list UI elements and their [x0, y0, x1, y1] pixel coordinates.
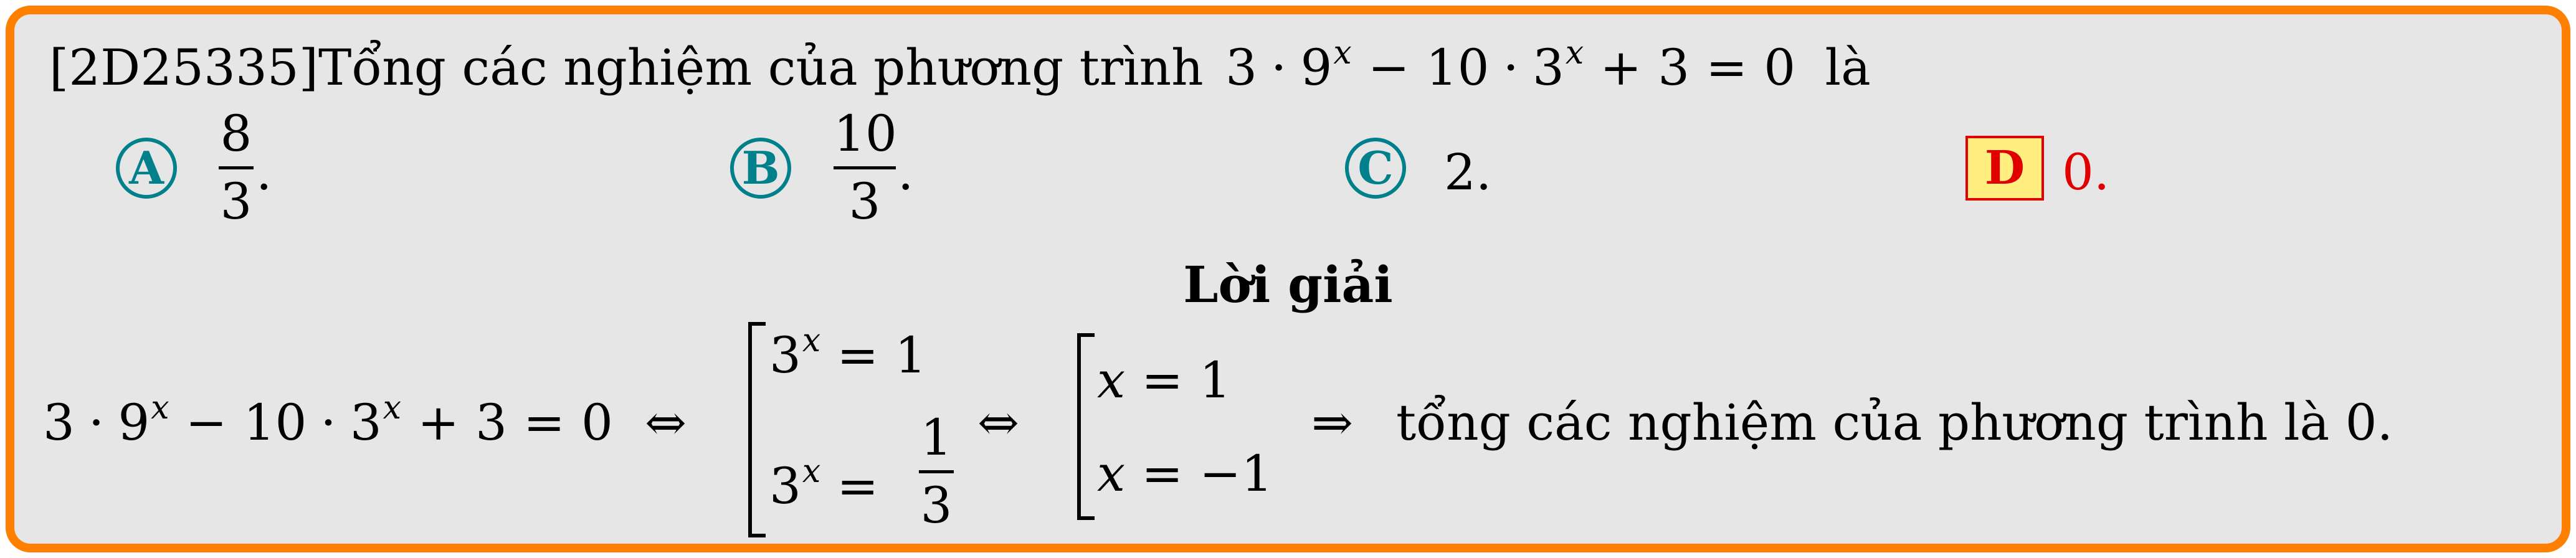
- system-2-bracket: [1077, 333, 1095, 520]
- option-b-suffix: .: [898, 143, 914, 201]
- option-b-fraction: 10 3: [834, 105, 897, 230]
- option-a-badge[interactable]: A: [116, 138, 177, 199]
- solution-conclusion: tổng các nghiệm của phương trình là 0.: [1396, 394, 2393, 452]
- question-line: [49, 34, 1871, 97]
- implies-symbol: ⇒: [1311, 394, 1354, 452]
- option-c-value: 2.: [1444, 143, 1492, 201]
- system-1-row-1: $3^x = 1$: [769, 322, 927, 384]
- system-1-row-2-fraction: 1 3: [919, 413, 954, 531]
- option-d-value: 0.: [2062, 143, 2110, 201]
- option-a-fraction: 8 3: [219, 109, 254, 227]
- system-2-row-1: x = 1: [1097, 351, 1232, 409]
- option-b-badge[interactable]: B: [730, 138, 791, 199]
- system-1-row-2-lhs: $3^x$ =: [769, 453, 879, 515]
- solution-equation: $3 \cdot 9^x - 10 \cdot 3^x + 3 = 0$: [43, 389, 613, 452]
- option-c-badge[interactable]: C: [1345, 138, 1406, 199]
- option-d-badge[interactable]: D: [1965, 136, 2044, 201]
- question-equation: $3 \cdot 9^x - 10 \cdot 3^x + 3 = 0$: [1225, 34, 1796, 97]
- iff-symbol-2: ⇔: [977, 394, 1020, 452]
- iff-symbol-1: ⇔: [645, 394, 687, 452]
- question-text: Tổng các nghiệm của phương trình: [318, 39, 1204, 97]
- solution-heading: Lời giải: [1183, 255, 1393, 314]
- question-id: [2D25335]: [49, 39, 318, 97]
- question-tail: là: [1825, 39, 1871, 97]
- system-1-bracket: [748, 322, 766, 537]
- system-2-row-2: x = −1: [1097, 445, 1273, 503]
- option-a-suffix: .: [256, 143, 272, 201]
- question-card: [6, 6, 2570, 552]
